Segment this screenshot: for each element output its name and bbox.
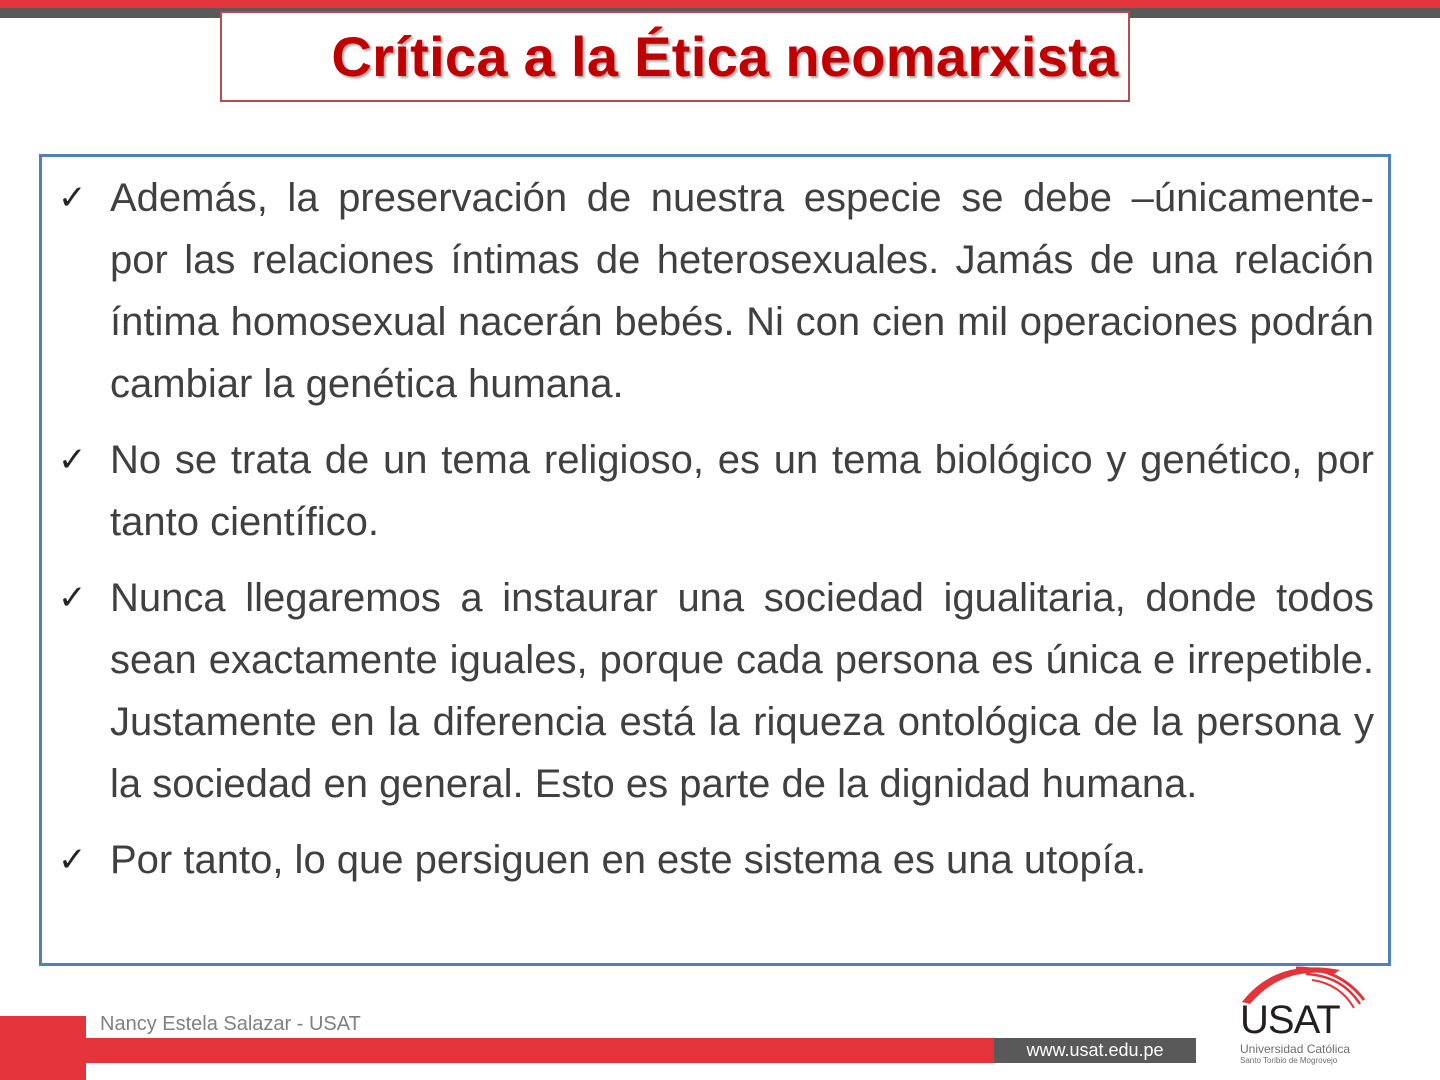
footer-author: Nancy Estela Salazar - USAT [100,1013,361,1035]
check-mark-icon: ✓ [58,579,87,617]
logo-line1: Universidad Católica [1240,1042,1351,1056]
check-mark-icon: ✓ [58,179,87,217]
bullet-item [42,829,1388,891]
usat-logo [1236,962,1376,1072]
check-mark-icon: ✓ [58,841,87,879]
footer-url-text[interactable]: www.usat.edu.pe [1026,1040,1164,1060]
bullet-item [42,167,1388,415]
logo-wordmark: USAT [1240,998,1340,1042]
bullet-list [42,167,1388,905]
bullet-text: Además, la preservación de nuestra especie se debe –únicamente- por las relaciones íntimas de heterosexuales. Jamás de una relación íntima homosexual nacerán bebés. Ni con cien mil operaciones podrán cambiar la genética humana. [110,176,1374,406]
title-box [220,11,1130,102]
content-box [39,154,1391,966]
logo-line2: Santo Toribio de Mogrovejo [1240,1056,1338,1065]
bullet-item [42,567,1388,815]
bullet-item [42,429,1388,553]
footer-red-bar [86,1038,994,1063]
bullet-text: No se trata de un tema religioso, es un tema biológico y genético, por tanto científico. [110,438,1374,544]
top-red-band [0,0,1440,8]
check-mark-icon: ✓ [58,441,87,479]
bullet-text: Nunca llegaremos a instaurar una sociedad igualitaria, donde todos sean exactamente iguales, porque cada persona es única e irrepetible. Justamente en la diferencia está la riqueza ontológica de la persona y la sociedad en general. Esto es parte de la dignidad humana. [110,576,1374,806]
footer-red-square [0,1016,86,1080]
footer-url[interactable] [994,1038,1196,1063]
bullet-text: Por tanto, lo que persiguen en este sistema es una utopía. [110,838,1147,882]
slide-title: Crítica a la Ética neomarxista [331,25,1119,88]
